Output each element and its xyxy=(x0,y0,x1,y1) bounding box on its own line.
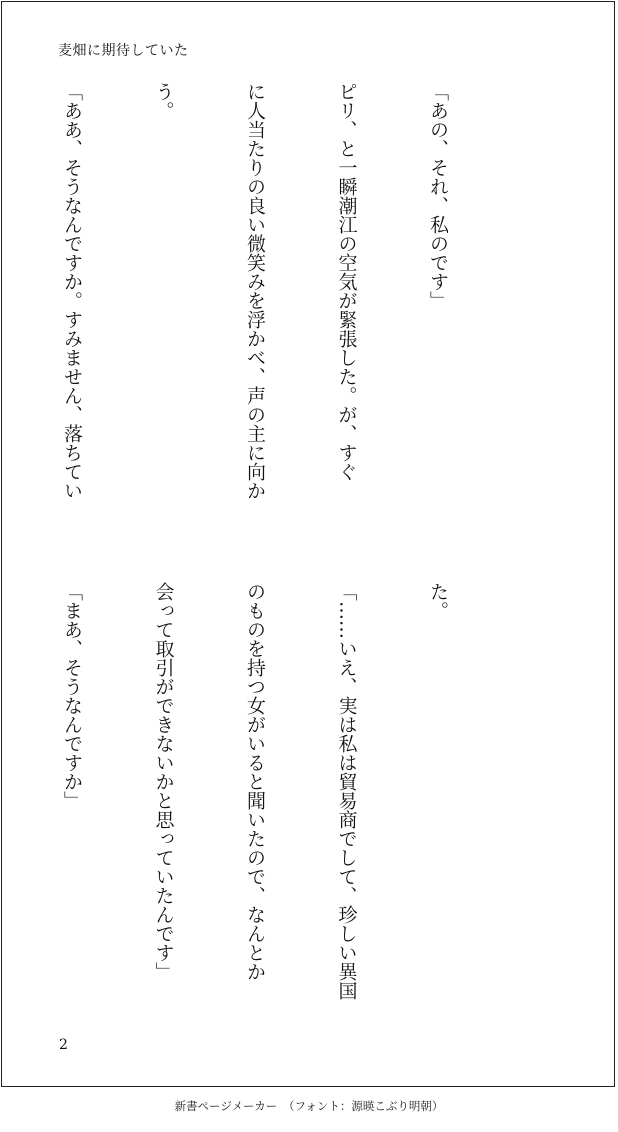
text-line: ピリ、と一瞬潮江の空気が緊張した。が、すぐ xyxy=(335,82,358,481)
text-line: 「あの、それ、私のです」 xyxy=(427,82,449,310)
running-title: 麦畑に期待していた xyxy=(58,43,189,59)
text-line: 「まあ、そうなんですか」 xyxy=(61,582,83,810)
text-block-bottom xyxy=(54,582,514,1002)
page-frame xyxy=(1,1,615,1087)
page-number: 2 xyxy=(59,1037,68,1053)
text-line: 会って取引ができないかと思っていたんです」 xyxy=(152,582,175,981)
text-line: のものを持つ女がいると聞いたので、なんとか xyxy=(244,582,266,981)
text-line: う。 xyxy=(152,82,175,120)
footer-caption: 新書ページメーカー （フォント：源暎こぶり明朝） xyxy=(174,1099,444,1113)
text-line: 「ああ、そうなんですか。すみません、落ちてい xyxy=(61,82,83,500)
text-line: た。 xyxy=(427,582,449,620)
text-block-top xyxy=(54,82,514,542)
text-line: に人当たりの良い微笑みを浮かべ、声の主に向か xyxy=(244,82,266,500)
text-line: 「……いえ、実は私は貿易商でして、珍しい異国 xyxy=(335,582,358,1000)
